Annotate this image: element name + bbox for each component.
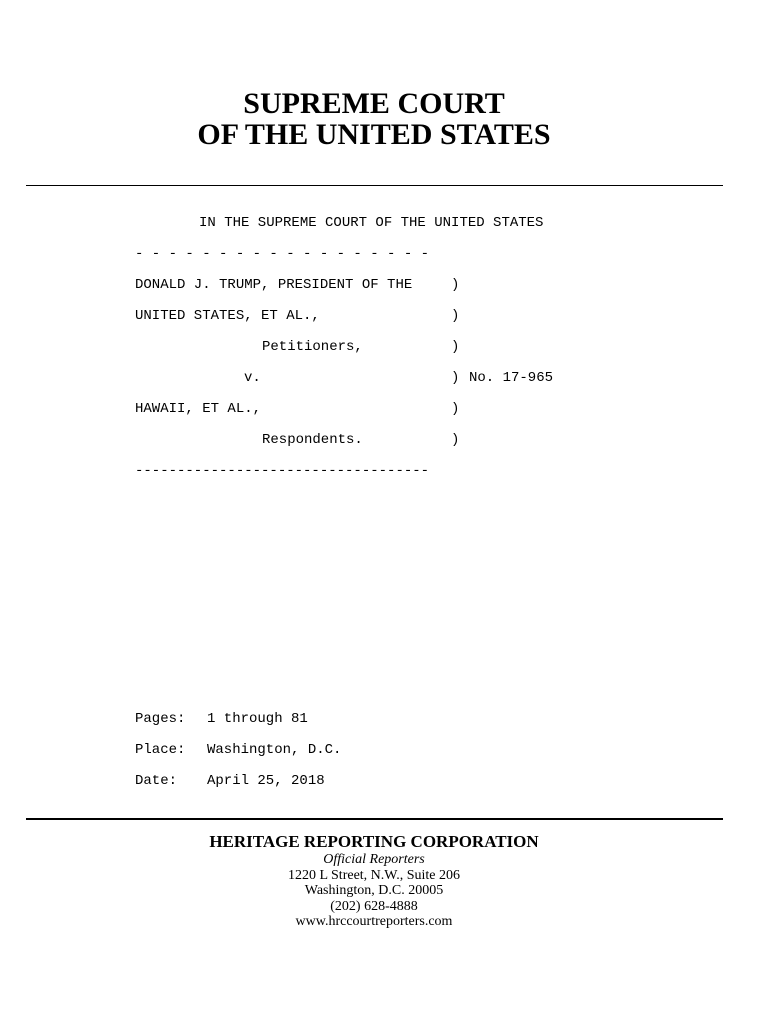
pages-value: 1 through 81 [207, 711, 308, 727]
header-title-line1: SUPREME COURT [243, 87, 505, 120]
top-divider [26, 185, 723, 186]
caption-paren: ) [451, 277, 460, 293]
footer-address-line1: 1220 L Street, N.W., Suite 206 [287, 867, 460, 883]
caption-court-line: IN THE SUPREME COURT OF THE UNITED STATES [199, 215, 544, 231]
caption-respondents-label: Respondents. [262, 432, 363, 448]
place-value: Washington, D.C. [207, 742, 342, 758]
date-label: Date: [135, 773, 178, 789]
caption-paren: ) [451, 401, 460, 417]
caption-dashes-top: - - - - - - - - - - - - - - - - - - [135, 246, 430, 262]
caption-versus: v. [244, 370, 261, 386]
header-title-line2: OF THE UNITED STATES [197, 118, 551, 151]
caption-paren: ) [451, 308, 460, 324]
caption-petitioners-label: Petitioners, [262, 339, 363, 355]
caption-dashes-bottom: ----------------------------------- [135, 463, 430, 479]
caption-paren: ) [451, 370, 460, 386]
caption-paren: ) [451, 432, 460, 448]
place-label: Place: [135, 742, 186, 758]
footer-address-line2: Washington, D.C. 20005 [304, 883, 444, 898]
footer-website: www.hrccourtreporters.com [295, 914, 453, 929]
reporter-footer [0, 832, 748, 930]
caption-paren: ) [451, 339, 460, 355]
bottom-divider [26, 818, 723, 820]
date-value: April 25, 2018 [207, 773, 325, 789]
caption-petitioner-line1: DONALD J. TRUMP, PRESIDENT OF THE [135, 277, 413, 293]
caption-petitioner-line2: UNITED STATES, ET AL., [135, 308, 320, 324]
footer-company: HERITAGE REPORTING CORPORATION [209, 832, 539, 851]
pages-label: Pages: [135, 711, 186, 727]
footer-phone: (202) 628-4888 [330, 898, 418, 914]
caption-respondent: HAWAII, ET AL., [135, 401, 262, 417]
footer-tagline: Official Reporters [323, 852, 425, 867]
caption-case-number: No. 17-965 [469, 370, 554, 386]
document-header [0, 88, 748, 150]
